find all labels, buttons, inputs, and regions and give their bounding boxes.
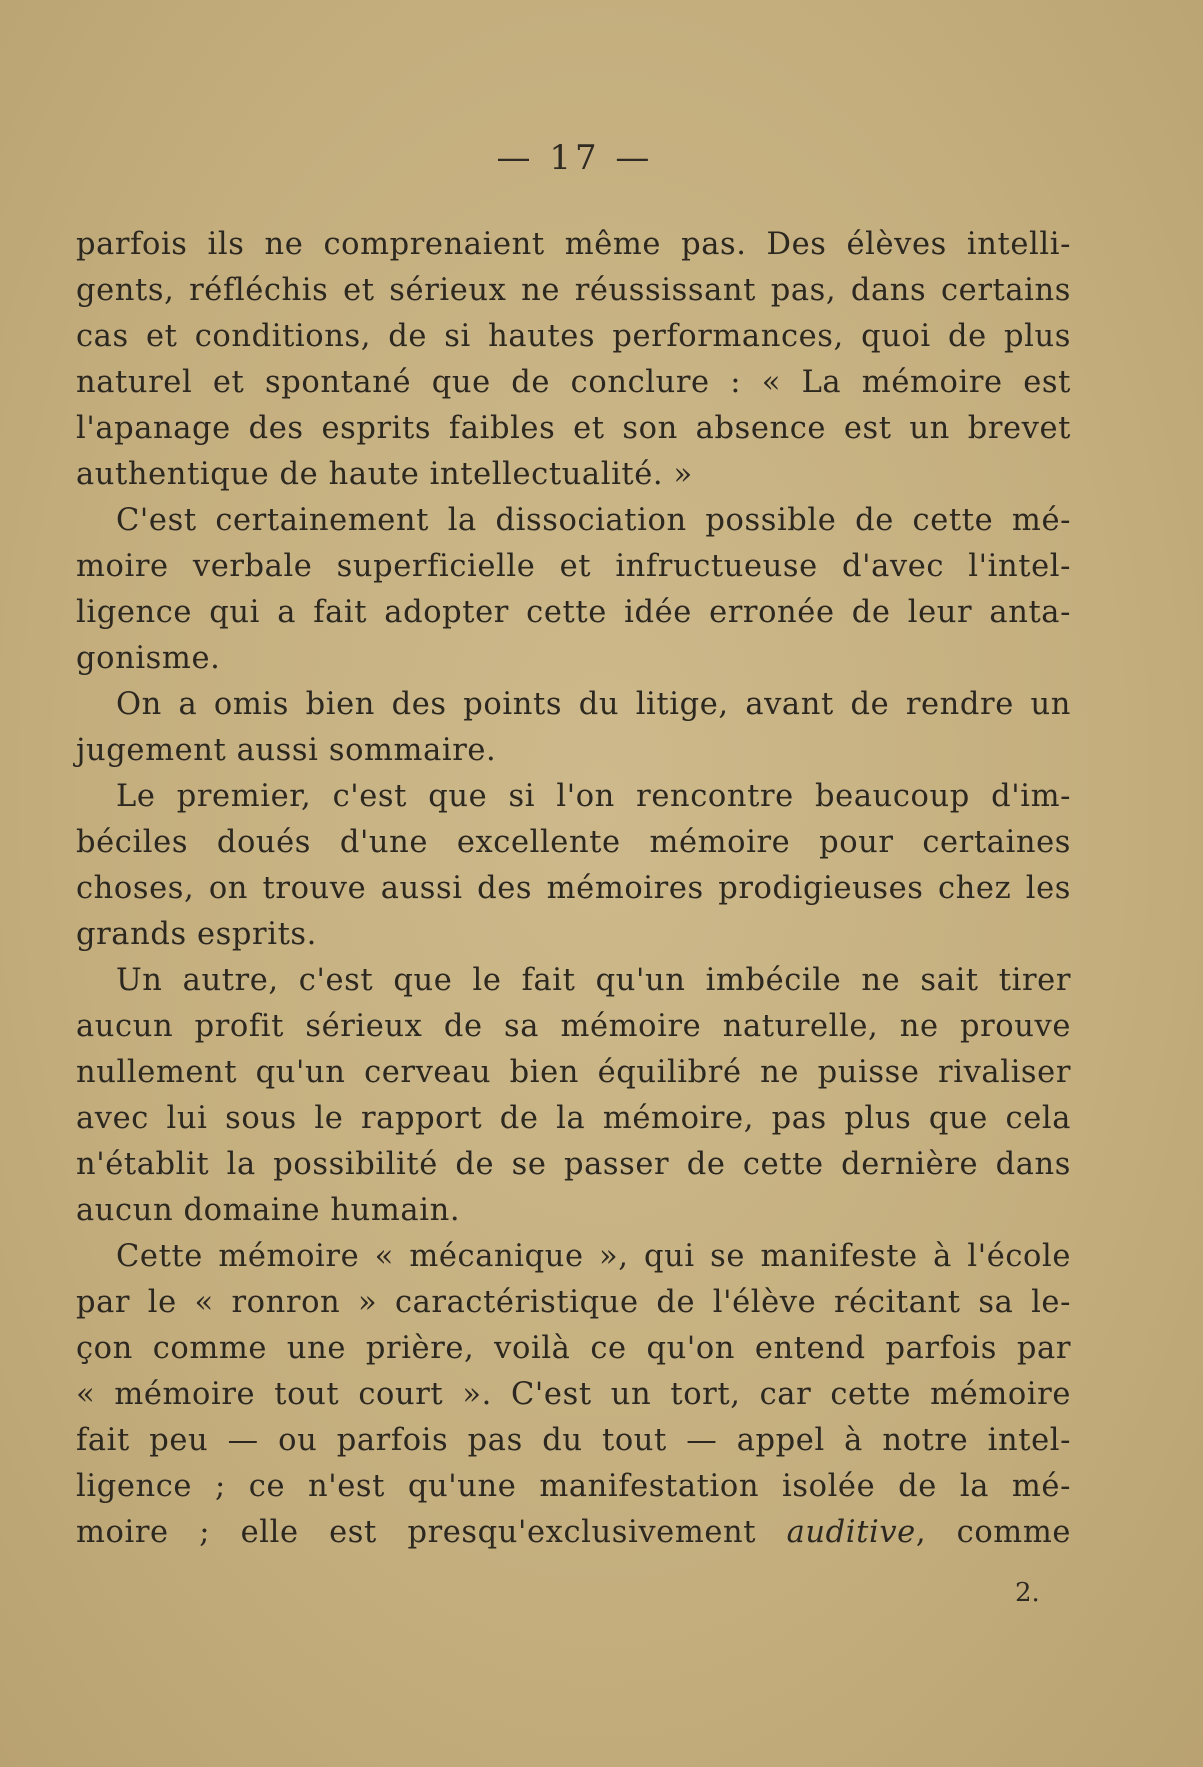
text-line: aucun profit sérieux de sa mémoire naturelle, ne prouve: [76, 1009, 1071, 1044]
page-number: — 17 —: [496, 138, 654, 178]
text-line: avec lui sous le rapport de la mémoire, pas plus que cela: [76, 1101, 1071, 1136]
text-line: l'apanage des esprits faibles et son absence est un brevet: [76, 411, 1071, 446]
text-segment: , comme: [915, 1515, 1071, 1550]
text-line: fait peu — ou parfois pas du tout — appel à notre intel-: [76, 1423, 1071, 1458]
text-line: jugement aussi sommaire.: [76, 733, 497, 768]
text-line: n'établit la possibilité de se passer de cette dernière dans: [76, 1147, 1071, 1182]
text-segment: moire ; elle est presqu'exclusivement: [76, 1515, 787, 1550]
signature-mark: 2.: [1015, 1578, 1040, 1608]
text-line: ligence qui a fait adopter cette idée erronée de leur anta-: [76, 595, 1071, 630]
body-text: [76, 222, 1071, 1556]
text-line: naturel et spontané que de conclure : « La mémoire est: [76, 365, 1071, 400]
text-line: gonisme.: [76, 641, 221, 676]
text-line: Le premier, c'est que si l'on rencontre beaucoup d'im-: [116, 779, 1071, 814]
text-line: authentique de haute intellectualité. »: [76, 457, 693, 492]
text-line: C'est certainement la dissociation possible de cette mé-: [116, 503, 1071, 538]
text-line: aucun domaine humain.: [76, 1193, 461, 1228]
text-line: nullement qu'un cerveau bien équilibré ne puisse rivaliser: [76, 1055, 1071, 1090]
text-line: « mémoire tout court ». C'est un tort, car cette mémoire: [76, 1377, 1071, 1412]
text-line: moire verbale superficielle et infructueuse d'avec l'intel-: [76, 549, 1071, 584]
text-line: béciles doués d'une excellente mémoire pour certaines: [76, 825, 1071, 860]
text-line: Cette mémoire « mécanique », qui se manifeste à l'école: [116, 1239, 1071, 1274]
text-line: parfois ils ne comprenaient même pas. Des élèves intelli-: [76, 227, 1071, 262]
text-line: çon comme une prière, voilà ce qu'on entend parfois par: [76, 1331, 1071, 1366]
text-line: ligence ; ce n'est qu'une manifestation isolée de la mé-: [76, 1469, 1071, 1504]
emphasized-word: auditive: [786, 1515, 916, 1550]
text-line: gents, réfléchis et sérieux ne réussissant pas, dans certains: [76, 273, 1071, 308]
text-line: choses, on trouve aussi des mémoires prodigieuses chez les: [76, 871, 1071, 906]
text-line: grands esprits.: [76, 917, 317, 952]
text-line: par le « ronron » caractéristique de l'élève récitant sa le-: [76, 1285, 1071, 1320]
text-line: Un autre, c'est que le fait qu'un imbécile ne sait tirer: [116, 963, 1071, 998]
text-line-with-emphasis: [76, 1510, 1071, 1556]
text-line: On a omis bien des points du litige, avant de rendre un: [116, 687, 1071, 722]
text-line: cas et conditions, de si hautes performances, quoi de plus: [76, 319, 1071, 354]
